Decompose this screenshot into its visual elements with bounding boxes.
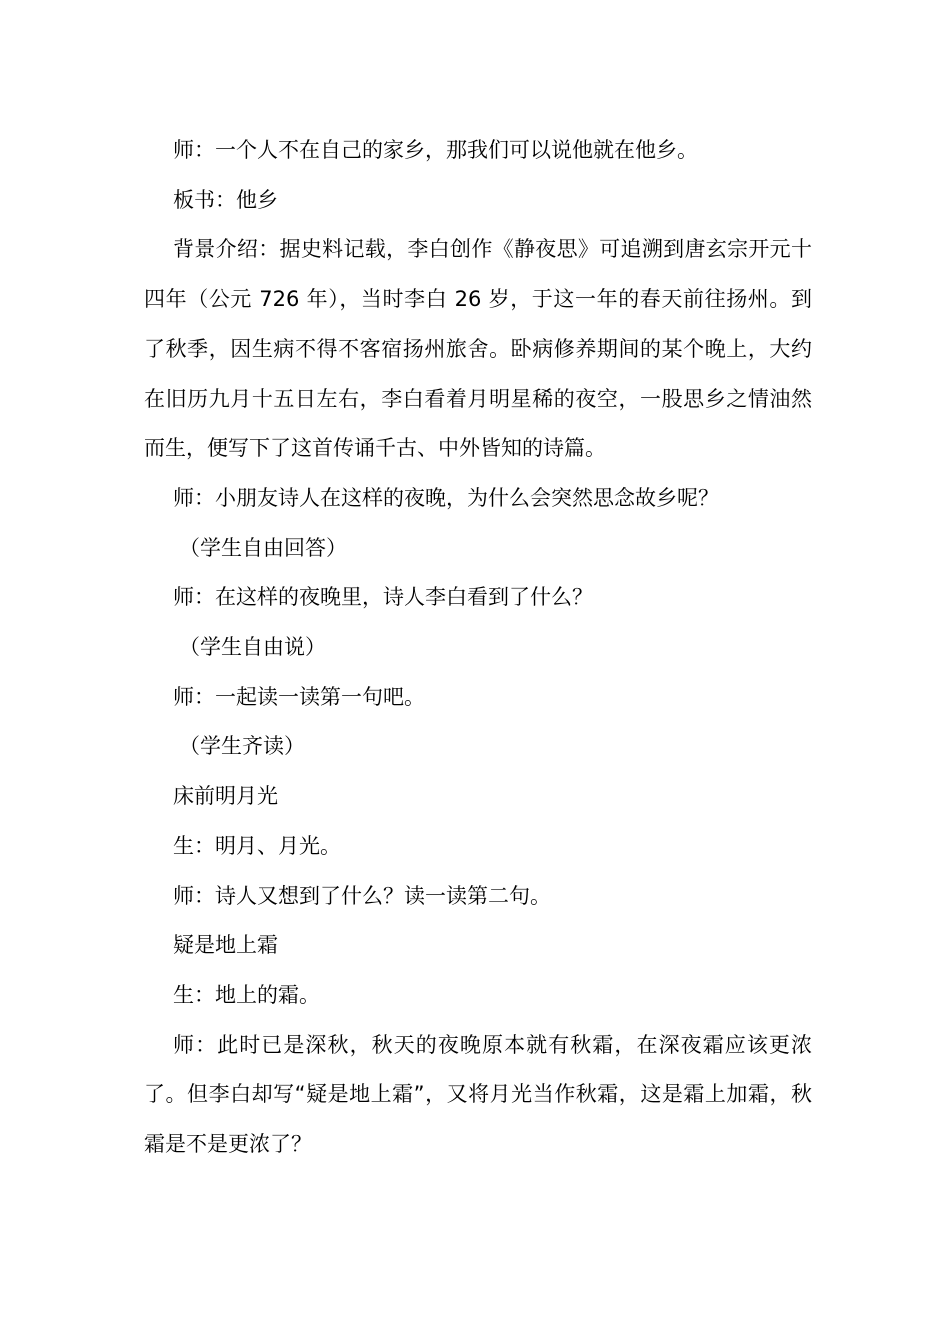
paragraph-students-free-answer: （学生自由回答） bbox=[179, 535, 347, 560]
paragraph-teacher-question-homesick: 师：小朋友诗人在这样的夜晚，为什么会突然思念故乡呢？ bbox=[173, 485, 719, 510]
paragraph-background-intro: 背景介绍：据史料记载，李白创作《静夜思》可追溯到唐玄宗开元十四年（公元 726 年），当时李白 26 岁，于这一年的春天前往扬州。到了秋季，因生病不得不客宿扬州旅舍。卧病修养期间的某个晚上，大约在旧历九月十五日左右，李白看着月明星稀的夜空，一股思乡之情油然而生，便写下了这首传诵千古、中外皆知的诗篇。 bbox=[144, 237, 812, 461]
paragraph-teacher-read-second: 师：诗人又想到了什么？读一读第二句。 bbox=[173, 883, 551, 908]
paragraph-teacher-question-seen: 师：在这样的夜晚里，诗人李白看到了什么？ bbox=[173, 585, 593, 610]
paragraph-poem-line-2: 疑是地上霜 bbox=[173, 933, 278, 958]
document-body bbox=[144, 126, 812, 1170]
paragraph-students-read-together: （学生齐读） bbox=[179, 734, 305, 759]
paragraph-blackboard-note: 板书：他乡 bbox=[173, 187, 278, 212]
paragraph-student-answer-frost: 生：地上的霜。 bbox=[173, 982, 320, 1007]
paragraph-poem-line-1: 床前明月光 bbox=[173, 784, 278, 809]
paragraph-teacher-read-first: 师：一起读一读第一句吧。 bbox=[173, 684, 425, 709]
paragraph-teacher-explain-frost: 师：此时已是深秋，秋天的夜晚原本就有秋霜，在深夜霜应该更浓了。但李白却写“疑是地上霜”，又将月光当作秋霜，这是霜上加霜，秋霜是不是更浓了？ bbox=[144, 1032, 812, 1157]
paragraph-students-free-speak: （学生自由说） bbox=[179, 635, 326, 660]
paragraph-teacher-hometown: 师：一个人不在自己的家乡，那我们可以说他就在他乡。 bbox=[173, 138, 698, 162]
paragraph-student-answer-moon: 生：明月、月光。 bbox=[173, 833, 341, 858]
